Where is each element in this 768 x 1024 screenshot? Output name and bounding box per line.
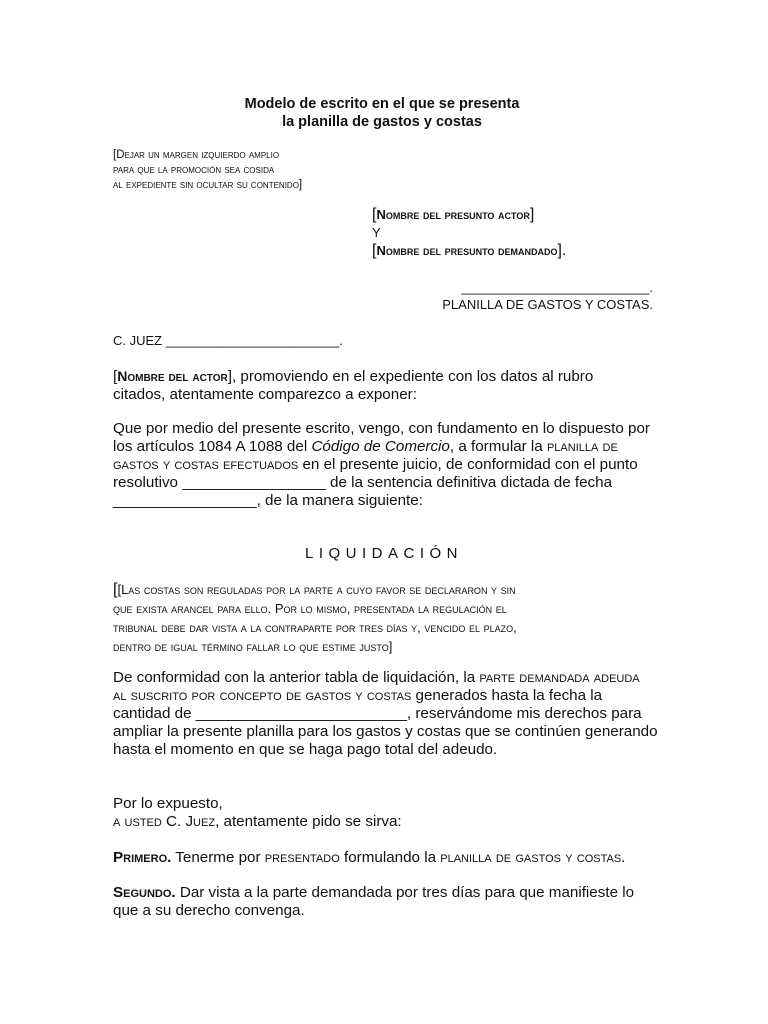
closing-block <box>113 795 658 831</box>
body-line-5: _________________, de la manera siguiente: <box>113 492 423 509</box>
title-line-1: Modelo de escrito en el que se presenta <box>244 96 520 112</box>
parties-connector: Y <box>372 225 381 240</box>
liquidation-line-2: al suscrito por concepto de gastos y costas generados hasta la fecha la <box>113 687 603 704</box>
costs-note <box>113 580 658 656</box>
point-first-label: Primero. <box>113 849 172 866</box>
costs-note-line-4: dentro de igual término fallar lo que estime justo] <box>113 639 393 654</box>
intro-line-1-rest: , promoviendo en el expediente con los datos al rubro <box>231 368 594 385</box>
intro-line-2: citados, atentamente comparezco a exponer: <box>113 386 417 403</box>
margin-line-2: para que la promoción sea cosida <box>113 164 275 176</box>
liquidation-line-1: De conformidad con la anterior tabla de liquidación, la parte demandada adeuda <box>113 669 640 686</box>
liquidation-line-5: hasta el momento en que se haga pago total del adeudo. <box>113 741 498 758</box>
document-type: PLANILLA DE GASTOS Y COSTAS. <box>442 297 653 312</box>
intro-line-1: [Nombre del actor], promoviendo en el expediente con los datos al rubro <box>113 368 594 385</box>
demandado-line: [Nombre del presunto demandado]. <box>372 242 567 259</box>
actor-line: [Nombre del presunto actor] <box>372 206 535 223</box>
section-heading: LIQUIDACIÓN <box>304 545 463 562</box>
body-line-3: gastos y costas efectuados en el presente juicio, de conformidad con el punto <box>113 456 638 473</box>
liquidation-paragraph <box>113 669 658 759</box>
point-first: Primero. Tenerme por presentado formulando la planilla de gastos y costas. <box>113 849 626 866</box>
closing-line-2: a usted C. Juez, atentamente pido se sirva: <box>113 813 402 830</box>
title-line-2: la planilla de gastos y costas <box>282 114 482 130</box>
liquidation-line-3: cantidad de _________________________, reservándome mis derechos para <box>113 705 642 722</box>
point-second-line-1: Segundo. Dar vista a la parte demandada por tres días para que manifieste lo <box>113 884 635 901</box>
point-second-label: Segundo. <box>113 884 176 901</box>
actor-name-placeholder: Nombre del actor <box>117 368 228 384</box>
liquidation-line-4: ampliar la presente planilla para los gastos y costas que se continúen generando <box>113 723 658 740</box>
costs-note-line-1: [[Las costas son reguladas por la parte a cuyo favor se declararon y sin <box>113 581 516 598</box>
parties-block <box>372 206 566 260</box>
body-line-2: los artículos 1084 A 1088 del Código de Comercio, a formular la planilla de <box>113 438 618 455</box>
codigo-comercio: Código de Comercio <box>311 438 450 455</box>
margin-instruction <box>113 148 302 193</box>
closing-line-1: Por lo expuesto, <box>113 795 223 812</box>
costs-note-line-3: tribunal debe dar vista a la contraparte por tres días y, vencido el plazo, <box>113 620 517 635</box>
intro-paragraph <box>113 367 658 404</box>
margin-line-1: [Dejar un margen izquierdo amplio <box>113 149 280 161</box>
document-title <box>0 95 764 131</box>
actor-placeholder: Nombre del presunto actor <box>376 207 530 222</box>
demandado-placeholder: Nombre del presunto demandado <box>376 243 558 258</box>
point-second <box>113 884 658 920</box>
body-line-4: resolutivo _________________ de la sentencia definitiva dictada de fecha <box>113 474 613 491</box>
case-number-block <box>442 280 653 313</box>
costs-note-line-2: que exista arancel para ello. Por lo mismo, presentada la regulación el <box>113 601 507 616</box>
margin-line-3: al expediente sin ocultar su contenido] <box>113 179 303 191</box>
judge-salutation: C. JUEZ ________________________. <box>113 333 343 348</box>
case-number-blank: __________________________. <box>461 280 653 295</box>
body-line-1: Que por medio del presente escrito, vengo, con fundamento en lo dispuesto por <box>113 420 650 437</box>
point-second-line-2: que a su derecho convenga. <box>113 902 305 919</box>
body-paragraph <box>113 420 658 510</box>
